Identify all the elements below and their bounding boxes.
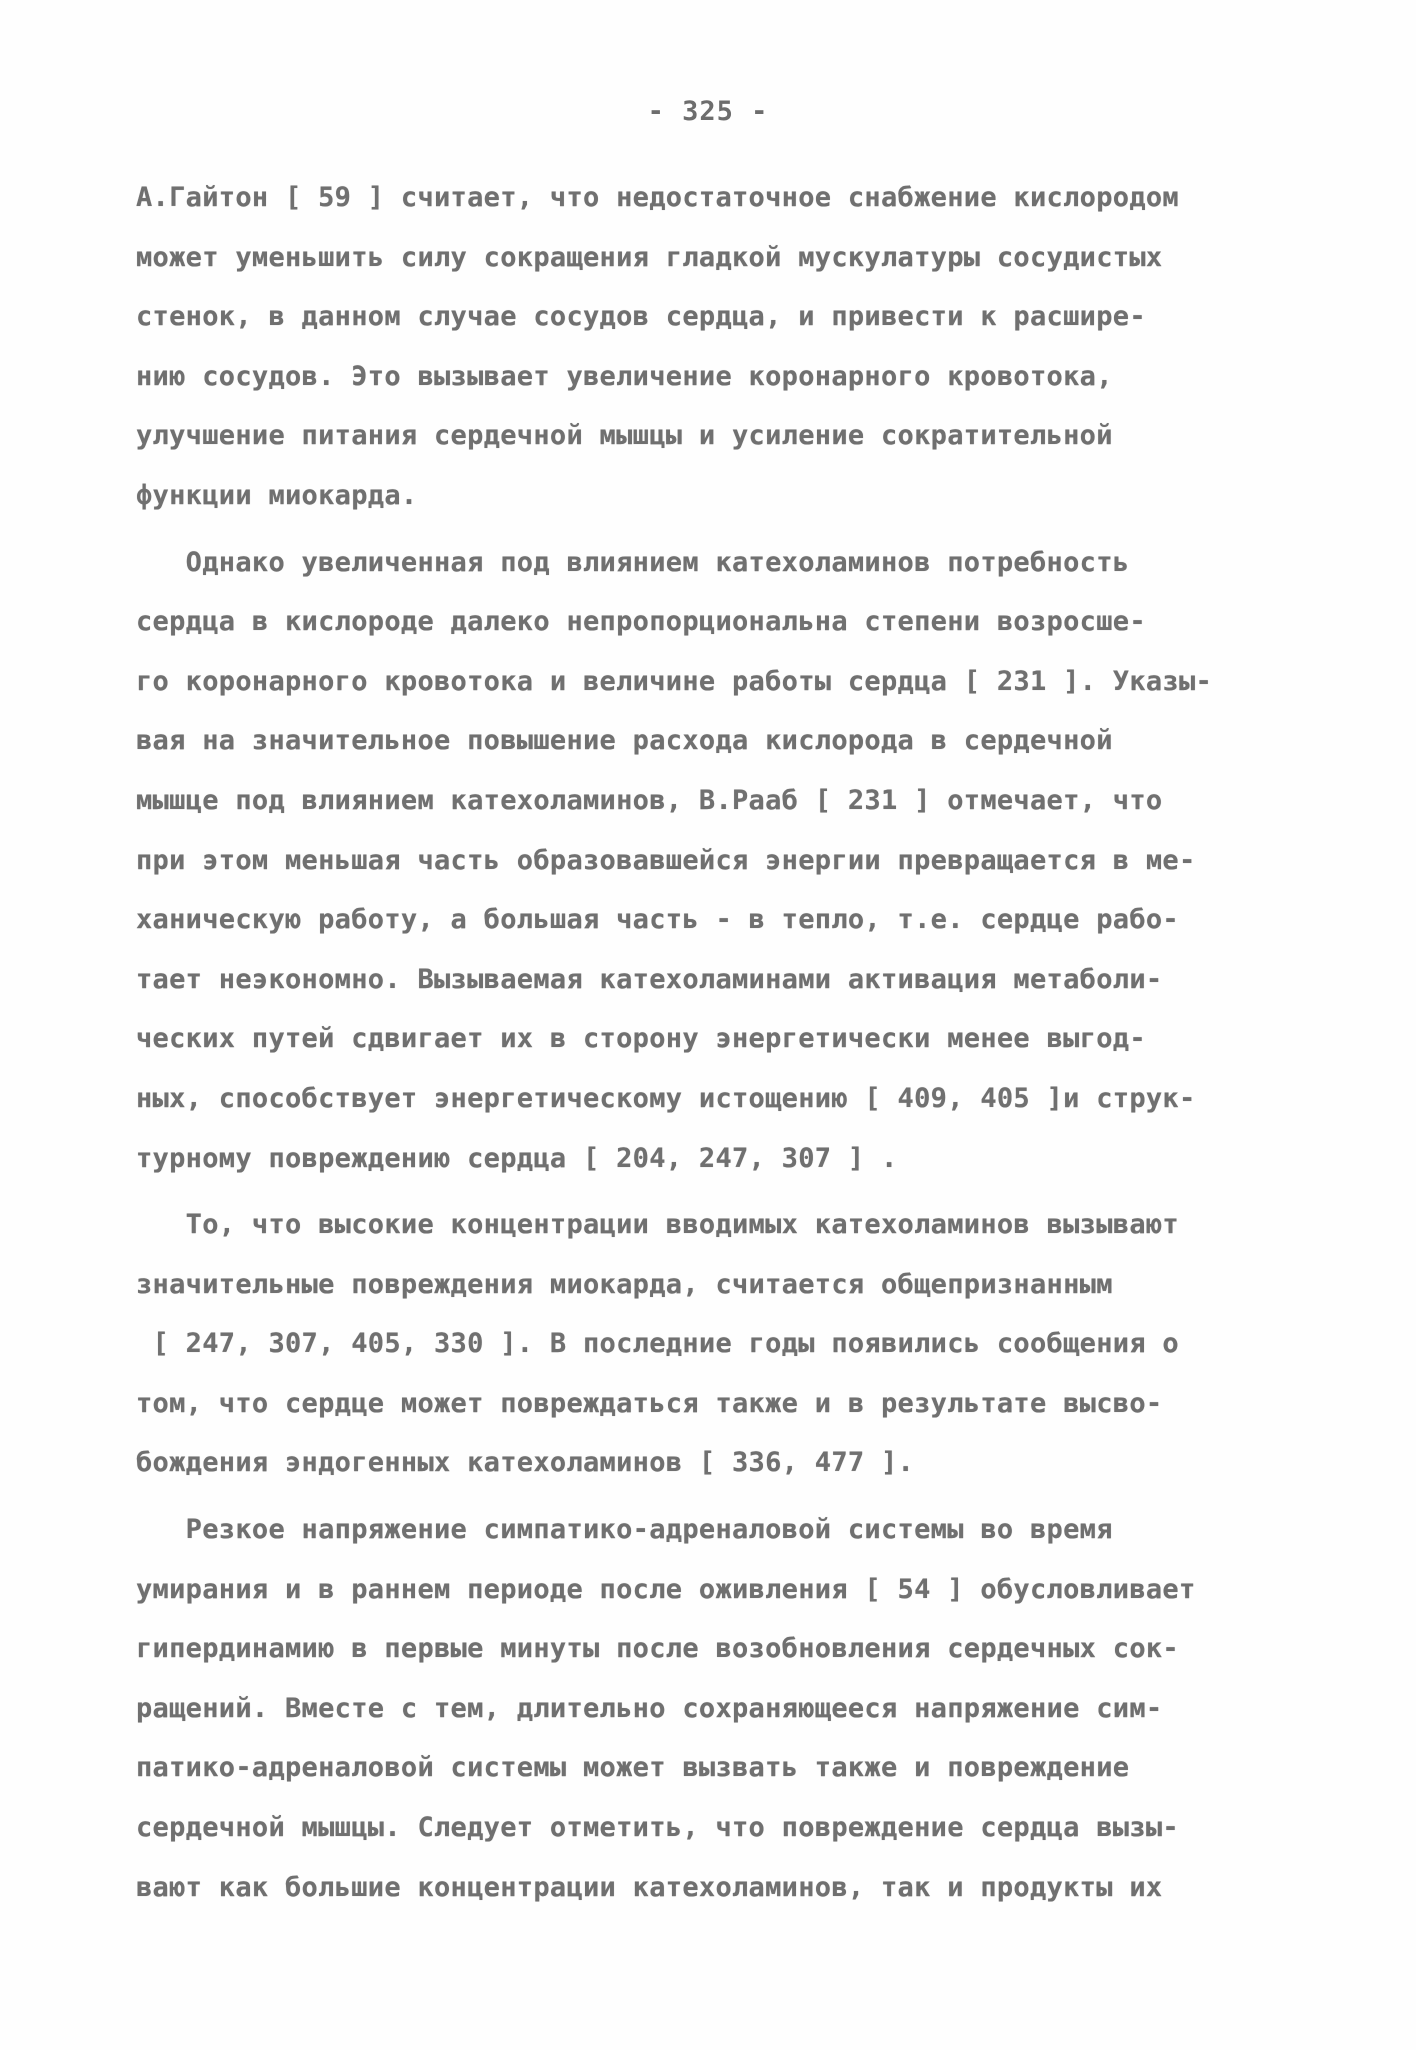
- text-line: нию сосудов. Это вызывает увеличение коронарного кровотока,: [136, 360, 1113, 392]
- text-line: вая на значительное повышение расхода кислорода в сердечной: [136, 725, 1113, 757]
- text-line: турному повреждению сердца [ 204, 247, 307 ] .: [136, 1142, 898, 1174]
- paragraph-gap: [136, 1493, 1306, 1500]
- text-line: вают как большие концентрации катехоламинов, так и продукты их: [136, 1871, 1163, 1903]
- text-line: тает неэкономно. Вызываемая катехоламинами активация метаболи-: [136, 963, 1163, 995]
- text-line: [ 247, 307, 405, 330 ]. В последние годы появились сообщения о: [136, 1328, 1179, 1360]
- text-line: патико-адреналовой системы может вызвать также и повреждение: [136, 1752, 1130, 1784]
- text-line: том, что сердце может повреждаться также и в результате высво-: [136, 1387, 1163, 1419]
- paragraph-2: [136, 533, 1306, 1189]
- body-text: [136, 168, 1306, 1917]
- paragraph-gap: [136, 526, 1306, 533]
- paragraph-gap: [136, 1188, 1306, 1195]
- text-line: Однако увеличенная под влиянием катехоламинов потребность: [136, 546, 1130, 578]
- paragraph-4: [136, 1500, 1306, 1917]
- paragraph-3: [136, 1195, 1306, 1493]
- paragraph-1: [136, 168, 1306, 526]
- text-line: улучшение питания сердечной мышцы и усиление сократительной: [136, 420, 1113, 452]
- text-line: мышце под влиянием катехоламинов, В.Рааб [ 231 ] отмечает, что: [136, 784, 1163, 816]
- text-line: ных, способствует энергетическому истощению [ 409, 405 ]и струк-: [136, 1082, 1196, 1114]
- text-line: Резкое напряжение симпатико-адреналовой системы во время: [136, 1514, 1113, 1546]
- text-line: ческих путей сдвигает их в сторону энергетически менее выгод-: [136, 1023, 1146, 1055]
- text-line: ращений. Вместе с тем, длительно сохраняющееся напряжение сим-: [136, 1692, 1163, 1724]
- text-line: А.Гайтон [ 59 ] считает, что недостаточное снабжение кислородом: [136, 182, 1179, 213]
- text-line: То, что высокие концентрации вводимых катехоламинов вызывают: [136, 1209, 1179, 1241]
- text-line: функции миокарда.: [136, 479, 418, 511]
- text-line: значительные повреждения миокарда, считается общепризнанным: [136, 1268, 1113, 1300]
- text-line: может уменьшить силу сокращения гладкой мускулатуры сосудистых: [136, 241, 1163, 273]
- text-line: сердечной мышцы. Следует отметить, что повреждение сердца вызы-: [136, 1812, 1179, 1844]
- text-line: сердца в кислороде далеко непропорциональна степени возросше-: [136, 606, 1146, 638]
- text-line: умирания и в раннем периоде после оживления [ 54 ] обусловливает: [136, 1573, 1196, 1605]
- page-number: - 325 -: [647, 96, 769, 127]
- text-line: стенок, в данном случае сосудов сердца, и привести к расшире-: [136, 301, 1146, 333]
- text-line: го коронарного кровотока и величине работы сердца [ 231 ]. Указы-: [136, 665, 1213, 697]
- text-line: бождения эндогенных катехоламинов [ 336, 477 ].: [136, 1447, 915, 1479]
- text-line: гипердинамию в первые минуты после возобновления сердечных сок-: [136, 1633, 1179, 1665]
- text-line: ханическую работу, а большая часть - в тепло, т.е. сердце рабо-: [136, 904, 1179, 936]
- text-line: при этом меньшая часть образовавшейся энергии превращается в ме-: [136, 844, 1196, 876]
